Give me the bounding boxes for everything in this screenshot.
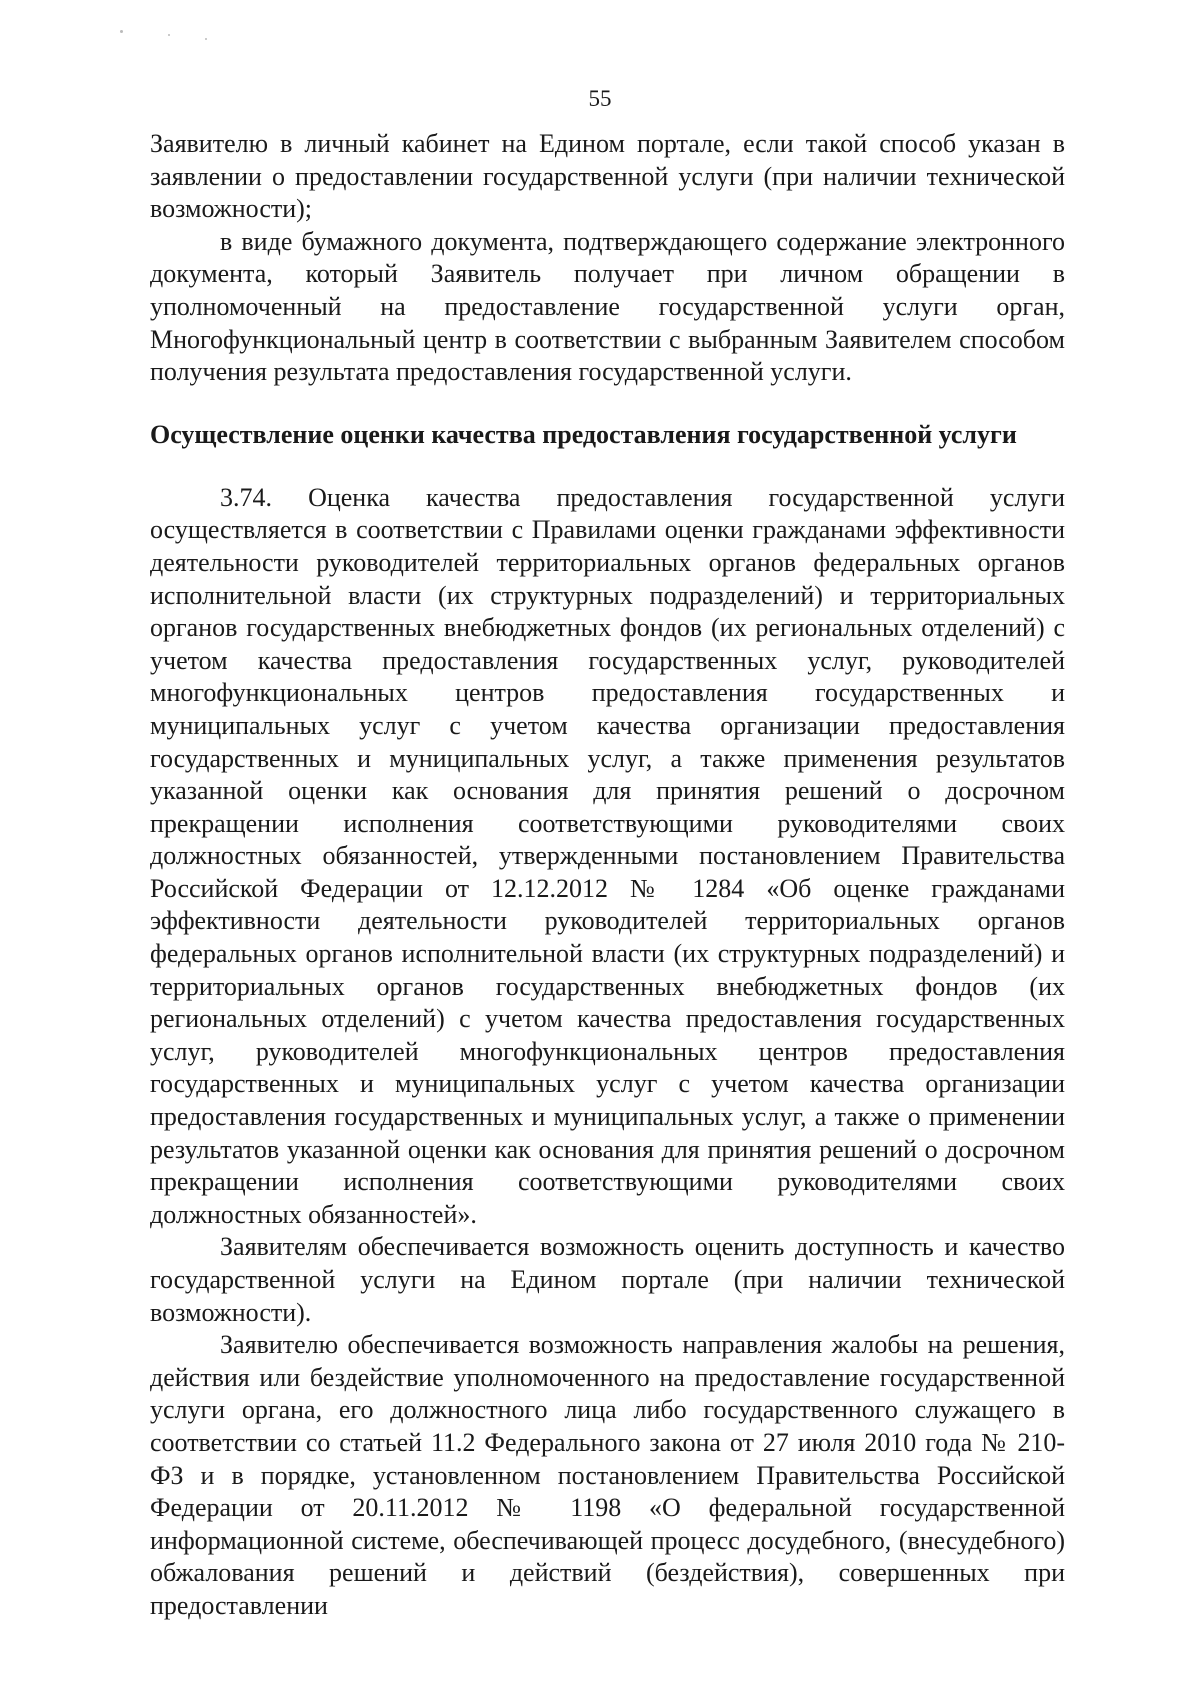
document-body — [150, 128, 1065, 1623]
paragraph-personal-cabinet: Заявителю в личный кабинет на Едином портале, если такой способ указан в заявлении о предоставлении государственной услуги (при наличии технической возможности); — [150, 129, 1065, 224]
page-number: 55 — [588, 86, 612, 111]
scan-speck — [120, 30, 123, 33]
paragraph-portal-assessment: Заявителям обеспечивается возможность оценить доступность и качество государственной услуги на Едином портале (при наличии технической возможности). — [150, 1232, 1065, 1327]
scan-speck — [205, 38, 207, 40]
paragraph-paper-document: в виде бумажного документа, подтверждающего содержание электронного документа, который Заявитель получает при личном обращении в уполномоченный на предоставление государственной услуги орган, Многофункциональный центр в соответствии с выбранным Заявителем способом получения результата предоставления государственной услуги. — [150, 226, 1065, 387]
section-heading-quality-assessment: Осуществление оценки качества предоставления государственной услуги — [150, 419, 1017, 449]
scan-speck — [168, 34, 170, 36]
paragraph-complaint: Заявителю обеспечивается возможность направления жалобы на решения, действия или бездействие уполномоченного на предоставление государственной услуги органа, его должностного лица либо государственного служащего в соответствии со статьей 11.2 Федерального закона от 27 июля 2010 года № 210-ФЗ и в порядке, установленном постановлением Правительства Российской Федерации от 20.11.2012 № 1198 «О федеральной государственной информационной системе, обеспечивающей процесс досудебного, (внесудебного) обжалования решений и действий (бездействия), совершенных при предоставлении — [150, 1330, 1065, 1620]
paragraph-3-74: 3.74. Оценка качества предоставления государственной услуги осуществляется в соответствии с Правилами оценки гражданами эффективности деятельности руководителей территориальных органов федеральных органов исполнительной власти (их структурных подразделений) и территориальных органов государственных внебюджетных фондов (их региональных отделений) с учетом качества предоставления государственных услуг, руководителей многофункциональных центров предоставления государственных и муниципальных услуг с учетом качества организации предоставления государственных и муниципальных услуг, а также применения результатов указанной оценки как основания для принятия решений о досрочном прекращении исполнения соответствующими руководителями своих должностных обязанностей, утвержденными постановлением Правительства Российской Федерации от 12.12.2012 № 1284 «Об оценке гражданами эффективности деятельности руководителей территориальных органов федеральных органов исполнительной власти (их структурных подразделений) и территориальных органов государственных внебюджетных фондов (их региональных отделений) с учетом качества предоставления государственных услуг, руководителей многофункциональных центров предоставления государственных и муниципальных услуг с учетом качества организации предоставления государственных и муниципальных услуг, а также о применении результатов указанной оценки как основания для принятия решений о досрочном прекращении исполнения соответствующими руководителями своих должностных обязанностей». — [150, 482, 1065, 1229]
